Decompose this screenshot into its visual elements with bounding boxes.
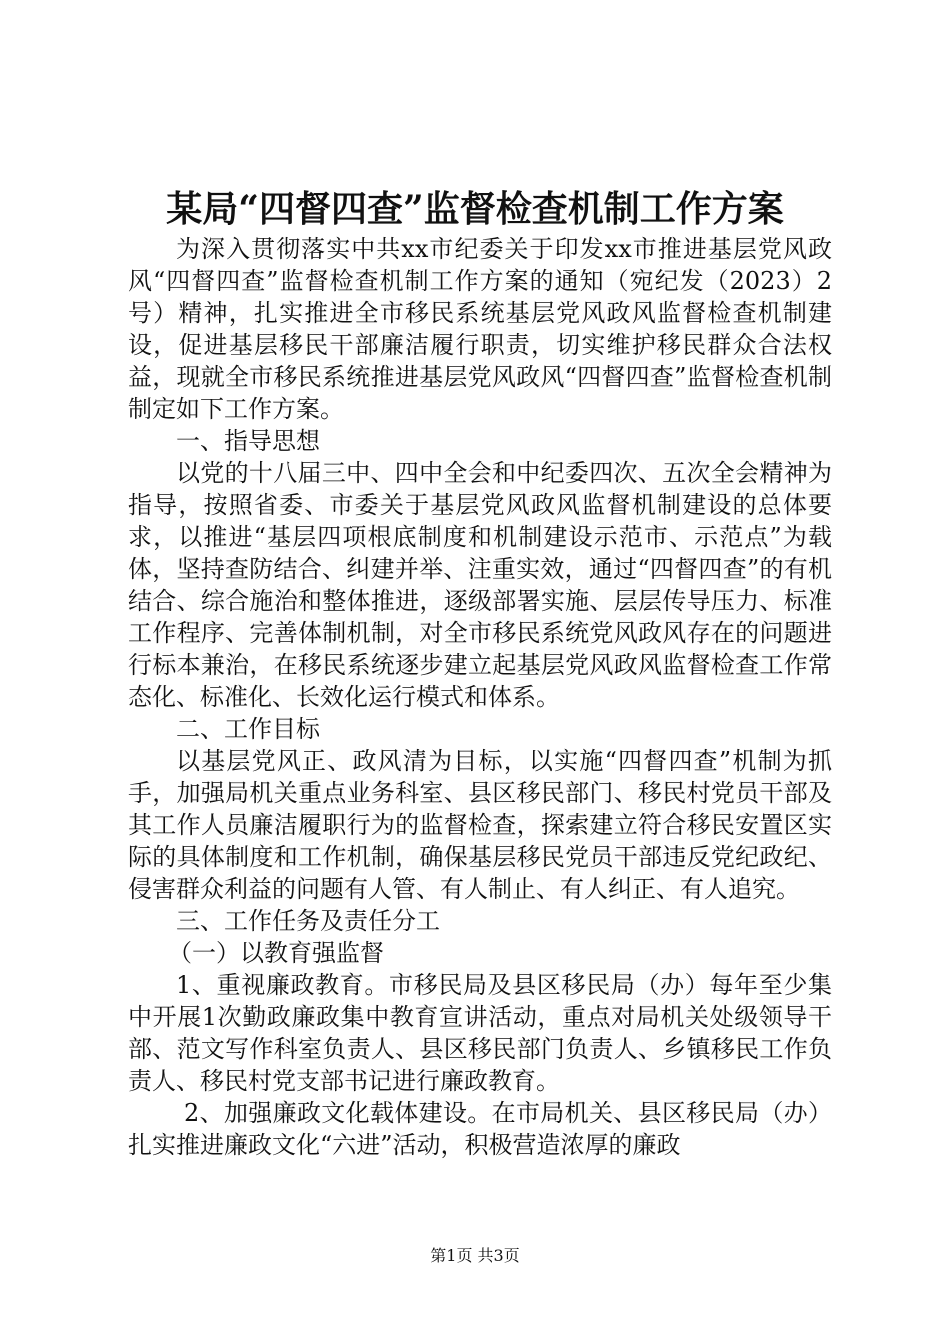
- task-item-2-paragraph: 2、加强廉政文化载体建设。在市局机关、县区移民局（办）扎实推进廉政文化“六进”活动，积极营造浓厚的廉政: [128, 1099, 832, 1159]
- work-goals-paragraph: 以基层党风正、政风清为目标，以实施“四督四查”机制为抓手，加强局机关重点业务科室、县区移民部门、移民村党员干部及其工作人员廉洁履职行为的监督检查，探索建立符合移民安置区实际的具体制度和工作机制，确保基层移民党员干部违反党纪政纪、侵害群众利益的问题有人管、有人制止、有人纠正、有人追究。: [128, 747, 832, 903]
- subsection-heading-education: （一）以教育强监督: [168, 939, 384, 967]
- document-title: 某局“四督四查”监督检查机制工作方案: [166, 188, 784, 230]
- task-item-1-paragraph: 1、重视廉政教育。市移民局及县区移民局（办）每年至少集中开展1次勤政廉政集中教育宣讲活动，重点对局机关处级领导干部、范文写作科室负责人、县区移民部门负责人、乡镇移民工作负责人、移民村党支部书记进行廉政教育。: [128, 971, 832, 1095]
- intro-paragraph: 为深入贯彻落实中共xx市纪委关于印发xx市推进基层党风政风“四督四查”监督检查机制工作方案的通知（宛纪发（2023）2号）精神，扎实推进全市移民系统基层党风政风监督检查机制建设，促进基层移民干部廉洁履行职责，切实维护移民群众合法权益，现就全市移民系统推进基层党风政风“四督四查”监督检查机制制定如下工作方案。: [128, 235, 832, 423]
- section-heading-tasks: 三、工作任务及责任分工: [176, 907, 440, 935]
- page-footer: 第1页 共3页: [430, 1246, 520, 1265]
- guiding-thought-paragraph: 以党的十八届三中、四中全会和中纪委四次、五次全会精神为指导，按照省委、市委关于基层党风政风监督机制建设的总体要求，以推进“基层四项根底制度和机制建设示范市、示范点”为载体，坚持查防结合、纠建并举、注重实效，通过“四督四查”的有机结合、综合施治和整体推进，逐级部署实施、层层传导压力、标准工作程序、完善体制机制，对全市移民系统党风政风存在的问题进行标本兼治，在移民系统逐步建立起基层党风政风监督检查工作常态化、标准化、长效化运行模式和体系。: [128, 459, 832, 711]
- section-heading-guiding-thought: 一、指导思想: [176, 427, 320, 455]
- document-body: [128, 233, 832, 1161]
- section-heading-work-goals: 二、工作目标: [176, 715, 320, 743]
